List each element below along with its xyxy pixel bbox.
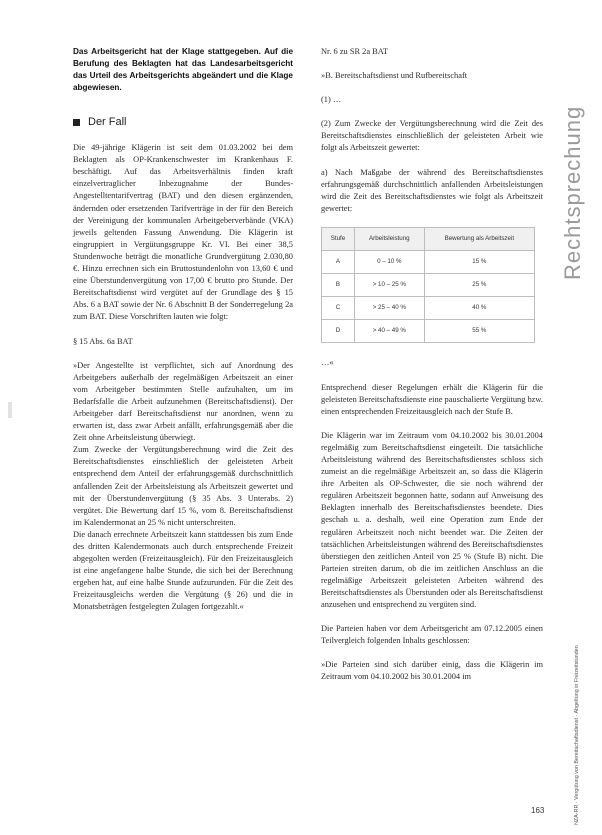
table-cell: > 10 – 25 % <box>354 274 424 297</box>
table-header-cell: Bewertung als Arbeitszeit <box>424 227 534 250</box>
case-summary-lead: Das Arbeitsgericht hat der Klage stattgegeben. Auf die Berufung des Beklagten hat das Landesarbeitsgericht das Urteil des Arbeitsgerichts abgeändert und die Klage abgewiesen. <box>73 47 293 92</box>
section-title: Der Fall <box>88 116 127 128</box>
regulation-heading: Nr. 6 zu SR 2a BAT <box>321 47 388 56</box>
ellipsis-2: …« <box>321 358 334 368</box>
table-cell: B <box>322 274 355 297</box>
regulation-subheading: »B. Bereitschaftsdienst und Rufbereitschaft <box>321 71 468 81</box>
table-cell: 25 % <box>424 274 534 297</box>
statute-quote-paragraph-2: Zum Zwecke der Vergütungsberechnung wird die Zeit des Bereitschaftsdienstes einschließlich der geleisteten Arbeit entsprechend dem Anteil der erfahrungsgemäß durchschnittlich anfallenden Zeit der Arbeitsleistung als Arbeitszeit gewertet und mit der Überstundenvergütung (§ 35 Abs. 3 Unterabs. 2) vergütet. Die Bewertung darf 15 %, vom 8. Bereitschaftsdienst im Kalendermonat an 25 % nicht unterschreiten. <box>73 445 293 527</box>
table-cell: > 40 – 49 % <box>354 320 424 343</box>
running-footer: NZA-RR · Vergütung von Bereitschaftsdienst · Abgeltung in Freizeitstunden <box>574 645 580 825</box>
regulation-paragraph-2: (2) Zum Zwecke der Vergütungsberechnung wird die Zeit des Bereitschaftsdienstes einschließlich der geleisteten Arbeit wie folgt als Arbeitszeit gewertet: <box>321 119 543 153</box>
table-cell: > 25 – 40 % <box>354 297 424 320</box>
table-row <box>322 320 535 343</box>
body-paragraph-4: Entsprechend dieser Regelungen erhält die Klägerin für die geleisteten Bereitschaftsdienste eine pauschalierte Vergütung bzw. einen entsprechenden Freizeitausgleich nach der Stufe B. <box>321 382 543 416</box>
stufen-table <box>321 227 535 343</box>
section-heading <box>73 116 293 128</box>
body-paragraph-5: Die Klägerin war im Zeitraum vom 04.10.2002 bis 30.01.2004 regelmäßig zum Bereitschaftsdienst eingeteilt. Die tatsächliche Arbeitsleistung während des Bereitschaftsdienstes schloss sich zumeist an die regelmäßige Arbeitszeit an, so dass die Klägerin ihre Arbeiten als OP-Schwester, die sie noch während der regulären Arbeitszeit begonnen hatte, sodann auf Anweisung des Beklagten innerhalb des Bereitschaftsdienstes beendete. Dies geschah u. a. deshalb, weil eine Operation zum Ende der regulären Arbeitszeit noch nicht beendet war. Die Zeiten der tatsächlichen Arbeitsleistungen während des Bereitschaftsdienstes überstiegen den zeitlichen Anteil von 25 % (Stufe B) nicht. Die Parteien streiten darum, ob die im zeitlichen Anschluss an die regelmäßige Arbeitszeit geleisteten Arbeiten während des Bereitschaftsdienstes als Überstunden oder als Bereitschaftsdienst anzusehen und entsprechend zu vergüten sind. <box>321 430 543 610</box>
table-cell: 40 % <box>424 297 534 320</box>
table-header-cell: Stufe <box>322 227 355 250</box>
page-number: 163 <box>531 806 545 815</box>
table-header-cell: Arbeitsleistung <box>354 227 424 250</box>
statute-quote-paragraph-1: »Der Angestellte ist verpflichtet, sich auf Anordnung des Arbeitgebers außerhalb der regelmäßigen Arbeitszeit an einer vom Arbeitgeber bestimmten Stelle aufzuhalten, um im Bedarfsfalle die Arbeit aufzunehmen (Bereitschaftsdienst). Der Arbeitgeber darf Bereitschaftsdienst nur anordnen, wenn zu erwarten ist, dass zwar Arbeit anfällt, erfahrungsgemäß aber die Zeit ohne Arbeitsleistung überwiegt. <box>73 360 293 443</box>
body-paragraph-7: »Die Parteien sind sich darüber einig, dass die Klägerin im Zeitraum vom 04.10.2002 bis 30.01.2004 im <box>321 660 543 682</box>
bullet-square-icon <box>73 119 80 126</box>
regulation-paragraph-3: a) Nach Maßgabe der während des Bereitschaftsdienstes erfahrungsgemäß durchschnittlich anfallenden Arbeitsleistungen wird die Zeit des Bereitschaftsdienstes wie folgt als Arbeitszeit gewertet: <box>321 167 543 213</box>
table-row <box>322 251 535 274</box>
body-paragraph-6: Die Parteien haben vor dem Arbeitsgericht am 07.12.2005 einen Teilvergleich folgenden Inhalts geschlossen: <box>321 624 543 646</box>
table-cell: 15 % <box>424 251 534 274</box>
table-cell: 55 % <box>424 320 534 343</box>
section-side-heading: Rechtsprechung <box>560 105 585 280</box>
scan-gutter-mark <box>8 402 12 418</box>
right-column <box>321 46 543 696</box>
table-row <box>322 274 535 297</box>
table-row <box>322 297 535 320</box>
table-cell: D <box>322 320 355 343</box>
statute-quote-paragraph-3: Die danach errechnete Arbeitszeit kann stattdessen bis zum Ende des dritten Kalendermonats auch durch entsprechende Freizeit abgegolten werden (Freizeitausgleich). Für den Freizeitausgleich ist eine angefangene halbe Stunde, die sich bei der Berechnung ergeben hat, auf eine halbe Stunde aufzurunden. Für die Zeit des Freizeitausgleichs werden die Vergütung (§ 26) und die in Monatsbeträgen festgelegten Zulagen fortgezahlt.« <box>73 529 293 612</box>
law-heading: § 15 Abs. 6a BAT <box>73 336 133 346</box>
case-facts-paragraph: Die 49-jährige Klägerin ist seit dem 01.03.2002 bei dem Beklagten als OP-Krankenschwester im Krankenhaus F. beschäftigt. Auf das Arbeitsverhältnis finden kraft einzelvertraglicher Inbezugnahme der Bundes-Angestelltentarifvertrag (BAT) und den diesen ergänzenden, ändernden oder ersetzenden Tarifverträge in der für den Bereich der Vereinigung der kommunalen Arbeitgeberverbände (VKA) jeweils geltenden Fassung Anwendung. Die Klägerin ist eingruppiert in Vergütungsgruppe Kr. VI. Bei einer 38,5 Stundenwoche beträgt die monatliche Grundvergütung 2.030,80 €. Hinzu errechnen sich ein Bruttostundenlohn von 13,60 € und eine Überstundenvergütung von 17,00 € brutto pro Stunde. Der Bereitschaftsdienst wird vergütet auf der Grundlage des § 15 Abs. 6 a BAT sowie der Nr. 6 Abschnitt B der Sonderregelung 2a zum BAT. Diese Vorschriften lauten wie folgt: <box>73 143 293 322</box>
table-cell: C <box>322 297 355 320</box>
table-cell: 0 – 10 % <box>354 251 424 274</box>
left-column <box>73 46 293 614</box>
table-header-row <box>322 227 535 250</box>
table-cell: A <box>322 251 355 274</box>
ellipsis-1: (1) … <box>321 95 342 105</box>
